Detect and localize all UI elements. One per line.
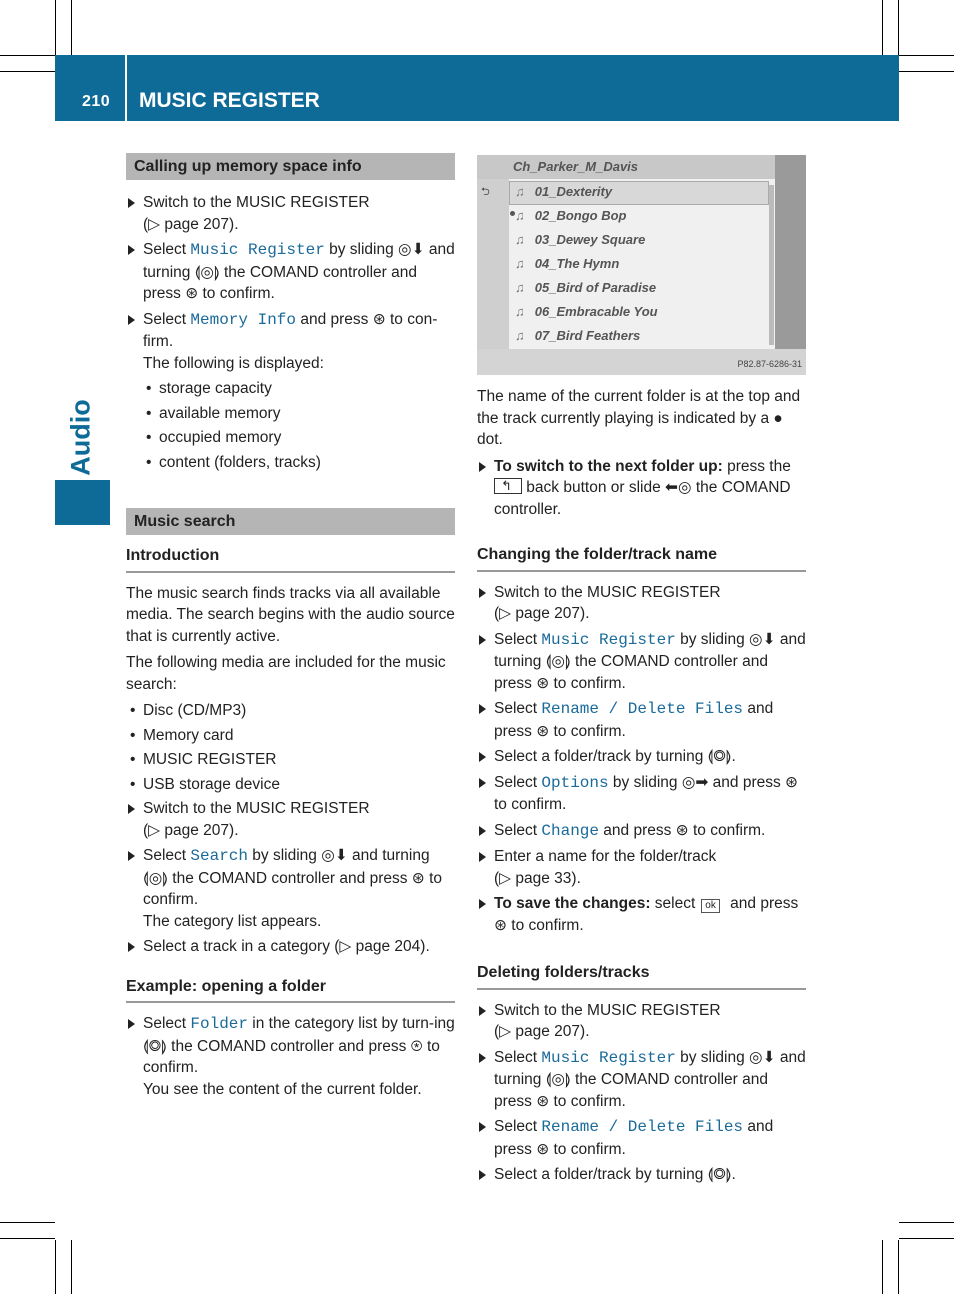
list-item: • available memory — [142, 403, 455, 425]
track-name: 03_Dewey Square — [534, 232, 646, 247]
step-text: Select — [143, 1015, 191, 1032]
step-text: Select — [143, 847, 191, 864]
crop-mark — [71, 1240, 72, 1294]
subheading: Introduction — [126, 545, 455, 573]
step-text: Switch to the MUSIC REGISTER — [494, 1001, 721, 1019]
chapter-marker — [55, 480, 110, 525]
note-icon: ♫ — [515, 328, 525, 343]
crop-mark — [899, 71, 954, 72]
paragraph: The music search finds tracks via all available media. The search begins with the audio source that is currently active. — [126, 584, 455, 645]
step: Select a folder/track by turning ⟬◎⟭. — [477, 746, 806, 768]
right-column — [477, 386, 806, 1190]
step: Select a track in a category (▷ page 204). — [126, 936, 455, 958]
menu-item-ref: Options — [541, 773, 609, 792]
step-text: Enter a name for the folder/track — [494, 848, 717, 865]
track-name: 01_Dexterity — [534, 184, 613, 199]
menu-item-ref: Rename / Delete Files — [541, 1118, 744, 1136]
step-text: Select — [494, 1048, 542, 1066]
crop-mark — [71, 0, 72, 55]
step — [477, 1000, 806, 1043]
list-item: • USB storage device — [126, 774, 455, 796]
menu-item-ref: Music Register — [190, 241, 325, 259]
track-name: 04_The Hymn — [534, 256, 620, 271]
note-icon: ♫ — [515, 208, 525, 223]
crop-mark — [899, 1238, 954, 1239]
track-name: 07_Bird Feathers — [534, 328, 641, 343]
step-text: and press ⊛ to confirm. — [494, 895, 799, 934]
paragraph: The following media are included for the music search: — [126, 654, 446, 693]
step — [126, 309, 455, 375]
back-button-icon — [494, 478, 522, 494]
list-item: • storage capacity — [142, 378, 455, 400]
subheading: Deleting folders/tracks — [477, 962, 806, 990]
page-ref: (▷ page 207). — [143, 821, 239, 839]
scrollbar — [769, 185, 774, 345]
step-text: Switch to the MUSIC REGISTER — [494, 583, 721, 601]
comand-screen-image — [477, 155, 806, 375]
section-title-search: Music search — [126, 508, 455, 535]
step-text: press the — [722, 457, 791, 475]
list-item: • content (folders, tracks) — [142, 452, 455, 474]
track-name: 06_Embracable You — [534, 304, 658, 319]
track-row — [515, 229, 645, 251]
step-text: and press ⊛ to confirm. — [494, 700, 774, 740]
step-text: by sliding ◎⬇ and turning ⟬◎⟭ the COMAND controller and press ⊛ to confirm. — [494, 630, 806, 692]
step — [477, 629, 806, 695]
step — [477, 893, 806, 936]
list-item: • occupied memory — [142, 427, 455, 449]
note-icon: ♫ — [515, 256, 525, 271]
note-icon: ♫ — [515, 304, 525, 319]
caption: The name of the current folder is at the top and the track currently playing is indicated by a ● dot. — [477, 388, 801, 448]
menu-item-ref: Music Register — [541, 630, 676, 649]
track-name: 02_Bongo Bop — [534, 208, 627, 223]
image-code: P82.87-6286-31 — [737, 359, 802, 369]
step-text: Select — [494, 630, 542, 648]
step-text: and press ⊛ to confirm. — [599, 821, 766, 839]
crop-mark — [55, 0, 56, 55]
back-icon: ⮌ — [481, 186, 490, 198]
step — [126, 798, 455, 841]
step — [477, 820, 806, 843]
crop-mark — [898, 1240, 899, 1294]
track-row — [515, 181, 612, 203]
crop-mark — [899, 1222, 954, 1223]
step — [477, 1047, 806, 1113]
step-text: Select — [494, 1118, 542, 1135]
info-list — [126, 378, 455, 473]
page-ref: (▷ page 207). — [143, 215, 239, 233]
step-text: Select — [143, 241, 191, 258]
track-row — [515, 205, 626, 227]
list-item: • MUSIC REGISTER — [126, 749, 455, 771]
menu-item-ref: Search — [190, 847, 248, 865]
step — [477, 698, 806, 742]
crop-mark — [0, 1238, 55, 1239]
page-ref: (▷ page 207). — [494, 1023, 590, 1040]
step-text: The following is displayed: — [143, 354, 324, 372]
page-ref: (▷ page 33). — [494, 869, 581, 887]
screen-right-bar — [775, 155, 806, 349]
crop-mark — [0, 55, 55, 56]
step — [126, 239, 455, 305]
header-divider — [125, 55, 127, 121]
track-row — [515, 253, 619, 275]
crop-mark — [55, 1240, 56, 1294]
track-name: 05_Bird of Paradise — [534, 280, 657, 295]
media-list — [126, 700, 455, 795]
step-text: Select — [143, 310, 191, 328]
crop-mark — [0, 1222, 55, 1223]
note-icon: ♫ — [515, 280, 525, 295]
subheading: Changing the folder/track name — [477, 544, 806, 572]
step — [477, 456, 806, 521]
page-title: MUSIC REGISTER — [139, 89, 320, 112]
left-column — [126, 153, 455, 1104]
step-text: Select — [494, 773, 542, 791]
step-text: in the category list by turn-ing ⟬◎⟭ the COMAND controller and press ⊛ to confirm. — [143, 1015, 455, 1076]
screen-left-column — [477, 179, 509, 349]
step-bold: To switch to the next folder up: — [494, 457, 723, 475]
page-number: 210 — [82, 93, 111, 110]
step-text: Select — [494, 821, 542, 839]
ok-symbol: ok — [701, 899, 720, 913]
step — [126, 1013, 455, 1100]
step — [477, 772, 806, 816]
step-text: back button or slide ⬅◎ the COMAND controller. — [494, 479, 791, 518]
step-text: by sliding ◎⬇ and turning ⟬◎⟭ the COMAND controller and press ⊛ to confirm. — [143, 847, 442, 908]
step — [477, 846, 806, 889]
crop-mark — [0, 71, 55, 72]
step-text: Select — [494, 700, 542, 717]
list-item: • Disc (CD/MP3) — [126, 700, 455, 722]
step — [126, 845, 455, 932]
track-row — [515, 277, 656, 299]
step-bold: To save the changes: — [494, 895, 651, 912]
crop-mark — [882, 1240, 883, 1294]
folder-title-bar — [477, 155, 806, 179]
menu-item-ref: Folder — [190, 1015, 248, 1033]
step — [126, 192, 455, 235]
step-text: The category list appears. — [143, 912, 322, 930]
step-text: by sliding ◎⬇ and turning ⟬◎⟭ the COMAND controller and press ⊛ to confirm. — [494, 1048, 806, 1110]
crop-mark — [882, 0, 883, 55]
note-icon: ♫ — [515, 232, 525, 247]
step-text: by sliding ◎⬇ and turning ⟬◎⟭ the COMAND controller and press ⊛ to confirm. — [143, 241, 455, 302]
page-header — [55, 55, 899, 121]
folder-name: Ch_Parker_M_Davis — [513, 159, 639, 174]
note-icon: ♫ — [515, 184, 525, 199]
menu-item-ref: Change — [541, 821, 599, 840]
page-ref: (▷ page 207). — [494, 605, 590, 622]
step-text: Switch to the MUSIC REGISTER — [143, 194, 370, 211]
crop-mark — [899, 55, 954, 56]
step-text: You see the content of the current folder. — [143, 1080, 422, 1098]
menu-item-ref: Music Register — [541, 1048, 676, 1067]
list-item: • Memory card — [126, 725, 455, 747]
track-row — [515, 301, 658, 323]
subheading: Example: opening a folder — [126, 976, 455, 1004]
menu-item-ref: Memory Info — [190, 310, 297, 329]
step-text: and press ⊛ to con-firm. — [143, 310, 438, 350]
step-text: by sliding ◎➡ and press ⊛ to confirm. — [494, 773, 799, 813]
step: Select a folder/track by turning ⟬◎⟭. — [477, 1164, 806, 1186]
step-text: Switch to the MUSIC REGISTER — [143, 800, 370, 817]
step — [477, 1116, 806, 1160]
step-text: and press ⊛ to confirm. — [494, 1118, 774, 1158]
section-title-memory: Calling up memory space info — [126, 153, 455, 180]
chapter-tab — [55, 380, 110, 525]
menu-item-ref: Rename / Delete Files — [541, 700, 744, 718]
crop-mark — [898, 0, 899, 55]
step-text: select — [650, 895, 696, 912]
track-row — [515, 325, 640, 347]
chapter-label: Audio — [65, 399, 96, 476]
step — [477, 582, 806, 625]
